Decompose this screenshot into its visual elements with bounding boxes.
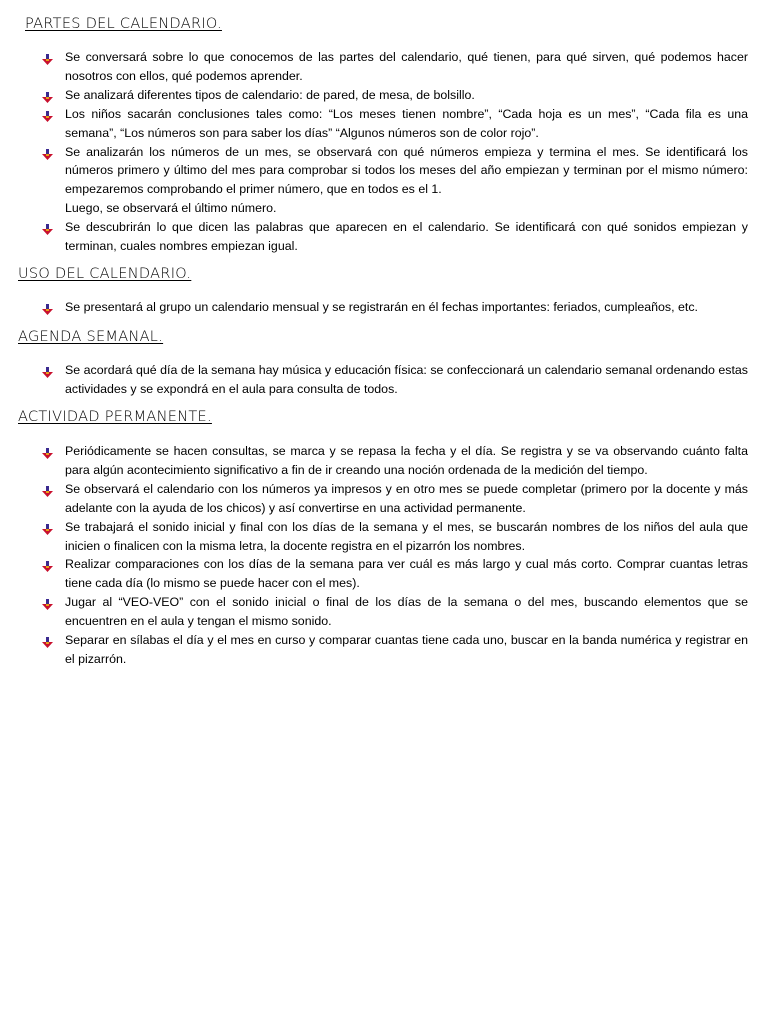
list-item: Realizar comparaciones con los días de la semana para ver cuál es más largo y cual más corto. Comprar cuantas letras tiene cada día (lo mismo se puede hacer con el mes).	[42, 555, 748, 593]
list-item: Se acordará qué día de la semana hay música y educación física: se confeccionará un calendario semanal ordenando estas actividades y se expondrá en el aula para consulta de todos.	[42, 361, 748, 399]
list-item: Se presentará al grupo un calendario mensual y se registrarán en él fechas importantes: feriados, cumpleaños, etc.	[42, 298, 748, 317]
arrow-bullet-icon	[42, 635, 53, 646]
list-item: Se observará el calendario con los números ya impresos y en otro mes se puede completar (primero por la docente y más adelante con la ayuda de los chicos) y así convertirse en una actividad permanente.	[42, 480, 748, 518]
list-item: Periódicamente se hacen consultas, se marca y se repasa la fecha y el día. Se registra y se va observando cuánto falta para algún acontecimiento significativo a fin de ir creando una noción ordenada de la medición del tiempo.	[42, 442, 748, 480]
arrow-bullet-icon	[42, 302, 53, 313]
bullet-list-partes	[42, 48, 748, 256]
list-item: Se trabajará el sonido inicial y final con los días de la semana y el mes, se buscarán nombres de los niños del aula que inicien o finalicen con la misma letra, la docente registra en el pizarrón los nombres.	[42, 518, 748, 556]
arrow-bullet-icon	[42, 597, 53, 608]
section-heading-agenda: AGENDA SEMANAL.	[18, 329, 164, 345]
section-heading-actividad: ACTIVIDAD PERMANENTE.	[18, 409, 212, 425]
arrow-bullet-icon	[42, 52, 53, 63]
arrow-bullet-icon	[42, 365, 53, 376]
section-heading-partes: PARTES DEL CALENDARIO.	[25, 16, 222, 32]
list-item-continuation: Luego, se observará el último número.	[65, 201, 277, 216]
arrow-bullet-icon	[42, 522, 53, 533]
arrow-bullet-icon	[42, 446, 53, 457]
bullet-list-actividad	[42, 442, 748, 669]
list-item: Los niños sacarán conclusiones tales como: “Los meses tienen nombre”, “Cada hoja es un mes”, “Cada fila es una semana”, “Los números son para saber los días” “Algunos números son de color rojo”.	[42, 105, 748, 143]
arrow-bullet-icon	[42, 559, 53, 570]
list-item: Se conversará sobre lo que conocemos de las partes del calendario, qué tienen, para qué sirven, qué podemos hacer nosotros con ellos, qué podemos aprender.	[42, 48, 748, 86]
list-item: Se analizarán los números de un mes, se observará con qué números empieza y termina el mes. Se identificará los números primero y último del mes para comprobar si todos los meses del año empiezan y terminan por el mismo número: empezaremos comprobando el primer número, que en todos es el 1. Luego, se observará el último número.	[42, 143, 748, 219]
arrow-bullet-icon	[42, 109, 53, 120]
list-item: Se descubrirán lo que dicen las palabras que aparecen en el calendario. Se identificará con qué sonidos empiezan y terminan, cuales nombres empiezan igual.	[42, 218, 748, 256]
list-item: Separar en sílabas el día y el mes en curso y comparar cuantas tiene cada uno, buscar en la banda numérica y registrar en el pizarrón.	[42, 631, 748, 669]
section-heading-uso: USO DEL CALENDARIO.	[18, 266, 192, 282]
list-item: Jugar al “VEO-VEO” con el sonido inicial o final de los días de la semana o del mes, buscando elementos que se encuentren en el aula y tengan el mismo sonido.	[42, 593, 748, 631]
list-item: Se analizará diferentes tipos de calendario: de pared, de mesa, de bolsillo.	[42, 86, 748, 105]
bullet-list-uso	[42, 298, 748, 317]
bullet-list-agenda	[42, 361, 748, 399]
arrow-bullet-icon	[42, 484, 53, 495]
arrow-bullet-icon	[42, 90, 53, 101]
arrow-bullet-icon	[42, 147, 53, 158]
arrow-bullet-icon	[42, 222, 53, 233]
